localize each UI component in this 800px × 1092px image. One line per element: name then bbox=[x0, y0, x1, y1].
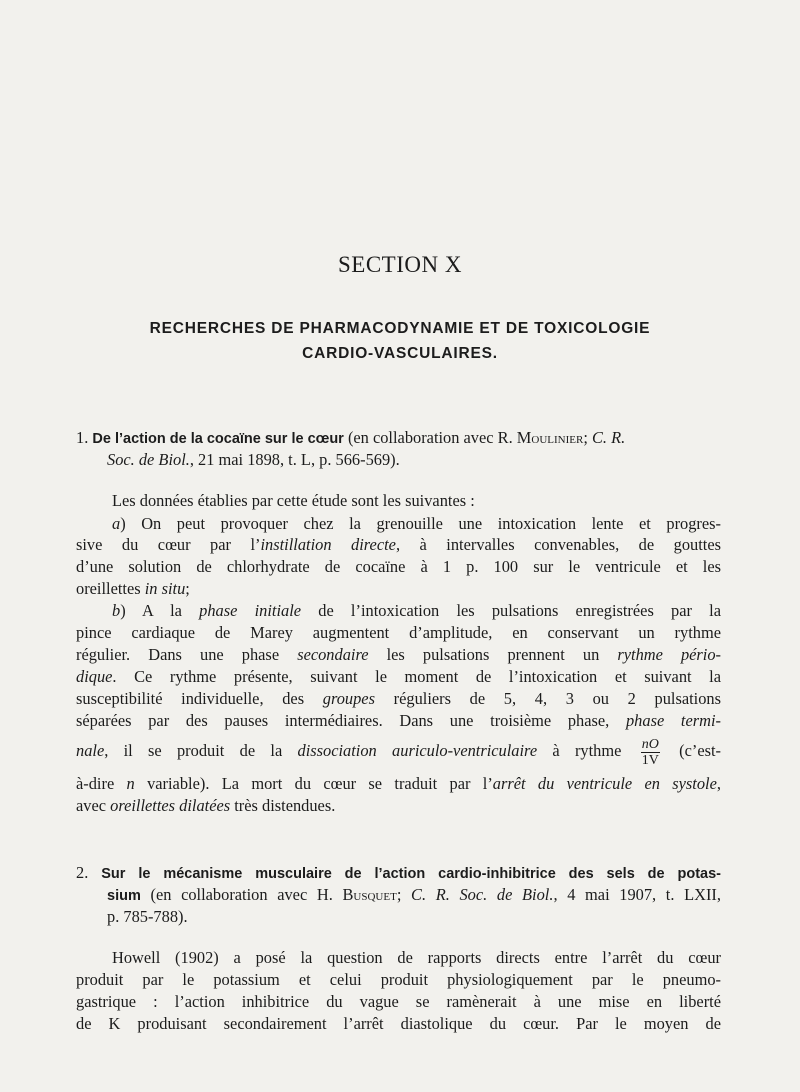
p1-line bbox=[76, 666, 721, 688]
entry-2-title-cont: sium bbox=[107, 888, 141, 904]
entry-2-heading-line-3: p. 785-788). bbox=[107, 907, 188, 926]
p1-text: sive du cœur par l’ bbox=[76, 535, 261, 554]
subtitle-line-1: RECHERCHES DE PHARMACODYNAMIE ET DE TOXICOLOGIE bbox=[149, 320, 651, 337]
entry-2-heading bbox=[76, 862, 721, 885]
entry-2-ref-date: , 4 mai 1907, t. LXII, bbox=[553, 885, 721, 904]
p1-text: , il se produit de la bbox=[104, 741, 298, 760]
p1-line: Les données établies par cette étude sont les suivantes : bbox=[112, 491, 475, 510]
entry-1-journal: C. R. bbox=[591, 428, 626, 447]
p1-emphasis: groupes bbox=[322, 689, 375, 708]
section-title: SECTION X bbox=[338, 252, 462, 277]
section-subtitle bbox=[80, 316, 720, 366]
p2-line: produit par le potassium et celui produit physiologiquement par le pneumo- bbox=[76, 970, 721, 989]
entry-1-author: Moulinier bbox=[516, 428, 584, 447]
p1-text: oreillettes bbox=[76, 579, 145, 598]
fraction-denominator: 1V bbox=[641, 752, 659, 768]
p1-line bbox=[76, 733, 721, 769]
p1-item-b: b bbox=[112, 601, 121, 620]
entry-1-number: 1. bbox=[76, 428, 89, 447]
p1-line bbox=[76, 534, 721, 556]
p1-text: de l’intoxication les pulsations enregistrées par la bbox=[301, 601, 721, 620]
entry-2-journal: C. R. Soc. de Biol. bbox=[411, 885, 554, 904]
p1-line bbox=[76, 578, 190, 600]
p1-text: susceptibilité individuelle, des bbox=[76, 689, 323, 708]
entry-1-title: De l’action de la cocaïne sur le cœur bbox=[92, 431, 344, 447]
subtitle-line-2: CARDIO-VASCULAIRES. bbox=[302, 345, 498, 362]
entry-2-ref-sep: ; bbox=[396, 885, 412, 904]
entry-1-ref: (en collaboration avec R. bbox=[347, 428, 513, 447]
p1-emphasis: rythme pério- bbox=[617, 645, 722, 664]
entry-1-journal-2: Soc. de Biol. bbox=[107, 450, 190, 469]
p1-line bbox=[112, 513, 721, 535]
p1-emphasis: in situ bbox=[144, 579, 186, 598]
p1-line bbox=[76, 644, 721, 666]
p1-line bbox=[76, 795, 335, 817]
p1-text: (c’est- bbox=[679, 741, 721, 760]
p1-line bbox=[112, 600, 721, 622]
p1-text: ; bbox=[185, 579, 190, 598]
p1-text: , bbox=[716, 774, 721, 793]
p1-line bbox=[76, 773, 721, 795]
p2-line: de K produisant secondairement l’arrêt diastolique du cœur. Par le moyen de bbox=[76, 1014, 721, 1033]
p1-emphasis: arrêt du ventricule en systole bbox=[492, 774, 717, 793]
p1-item-a: a bbox=[112, 514, 121, 533]
entry-1-heading bbox=[76, 427, 625, 450]
fraction-numerator: nO bbox=[641, 736, 659, 752]
p1-text: à-dire bbox=[76, 774, 127, 793]
p1-emphasis: oreillettes dilatées bbox=[110, 796, 231, 815]
p1-text: séparées par des pauses intermédiaires. Dans une troisième phase, bbox=[76, 711, 626, 730]
p1-line: d’une solution de chlorhydrate de cocaïne à 1 p. 100 sur le ventricule et les bbox=[76, 557, 721, 576]
p1-text: variable). La mort du cœur se traduit par l’ bbox=[134, 774, 493, 793]
entry-1-ref-date: , 21 mai 1898, t. L, p. 566-569). bbox=[189, 450, 400, 469]
p1-line bbox=[76, 688, 721, 710]
p1-text: à rythme bbox=[537, 741, 622, 760]
p1-text: très distendues. bbox=[230, 796, 336, 815]
p2-line: gastrique : l’action inhibitrice du vague se ramènerait à une mise en liberté bbox=[76, 992, 721, 1011]
p1-emphasis: secondaire bbox=[297, 645, 369, 664]
p1-emphasis: phase initiale bbox=[199, 601, 302, 620]
p1-line: pince cardiaque de Marey augmentent d’amplitude, en conservant un rythme bbox=[76, 623, 721, 642]
p1-text: . Ce rythme présente, suivant le moment de l’intoxication et suivant la bbox=[112, 667, 721, 686]
entry-2-title: Sur le mécanisme musculaire de l’action cardio-inhibitrice des sels de potas- bbox=[101, 866, 721, 882]
p1-text: ) On peut provoquer chez la grenouille une intoxication lente et progres- bbox=[120, 514, 721, 533]
p1-text: ) A la bbox=[120, 601, 200, 620]
entry-1-heading-line-2 bbox=[107, 449, 400, 471]
entry-1-ref-sep: ; bbox=[583, 428, 588, 447]
p1-text: les pulsations prennent un bbox=[368, 645, 618, 664]
p1-text: avec bbox=[76, 796, 111, 815]
p1-line bbox=[76, 710, 721, 732]
p1-emphasis: phase termi- bbox=[625, 711, 721, 730]
p1-emphasis: dique bbox=[76, 667, 113, 686]
rhythm-fraction bbox=[641, 737, 660, 768]
p1-emphasis: instillation directe bbox=[260, 535, 396, 554]
p2-line: Howell (1902) a posé la question de rapports directs entre l’arrêt du cœur bbox=[112, 948, 721, 967]
p1-emphasis: n bbox=[126, 774, 135, 793]
p1-emphasis: dissociation auriculo-ventriculaire bbox=[297, 741, 538, 760]
p1-text: réguliers de 5, 4, 3 ou 2 pulsations bbox=[374, 689, 721, 708]
entry-2-ref: (en collaboration avec H. bbox=[140, 885, 343, 904]
p1-text: , à intervalles convenables, de gouttes bbox=[395, 535, 721, 554]
entry-2-heading-line-2 bbox=[107, 884, 721, 907]
p1-text: régulier. Dans une phase bbox=[76, 645, 298, 664]
p1-emphasis: nale bbox=[76, 741, 105, 760]
entry-2-author: Busquet bbox=[342, 885, 397, 904]
entry-2-number: 2. bbox=[76, 863, 89, 882]
